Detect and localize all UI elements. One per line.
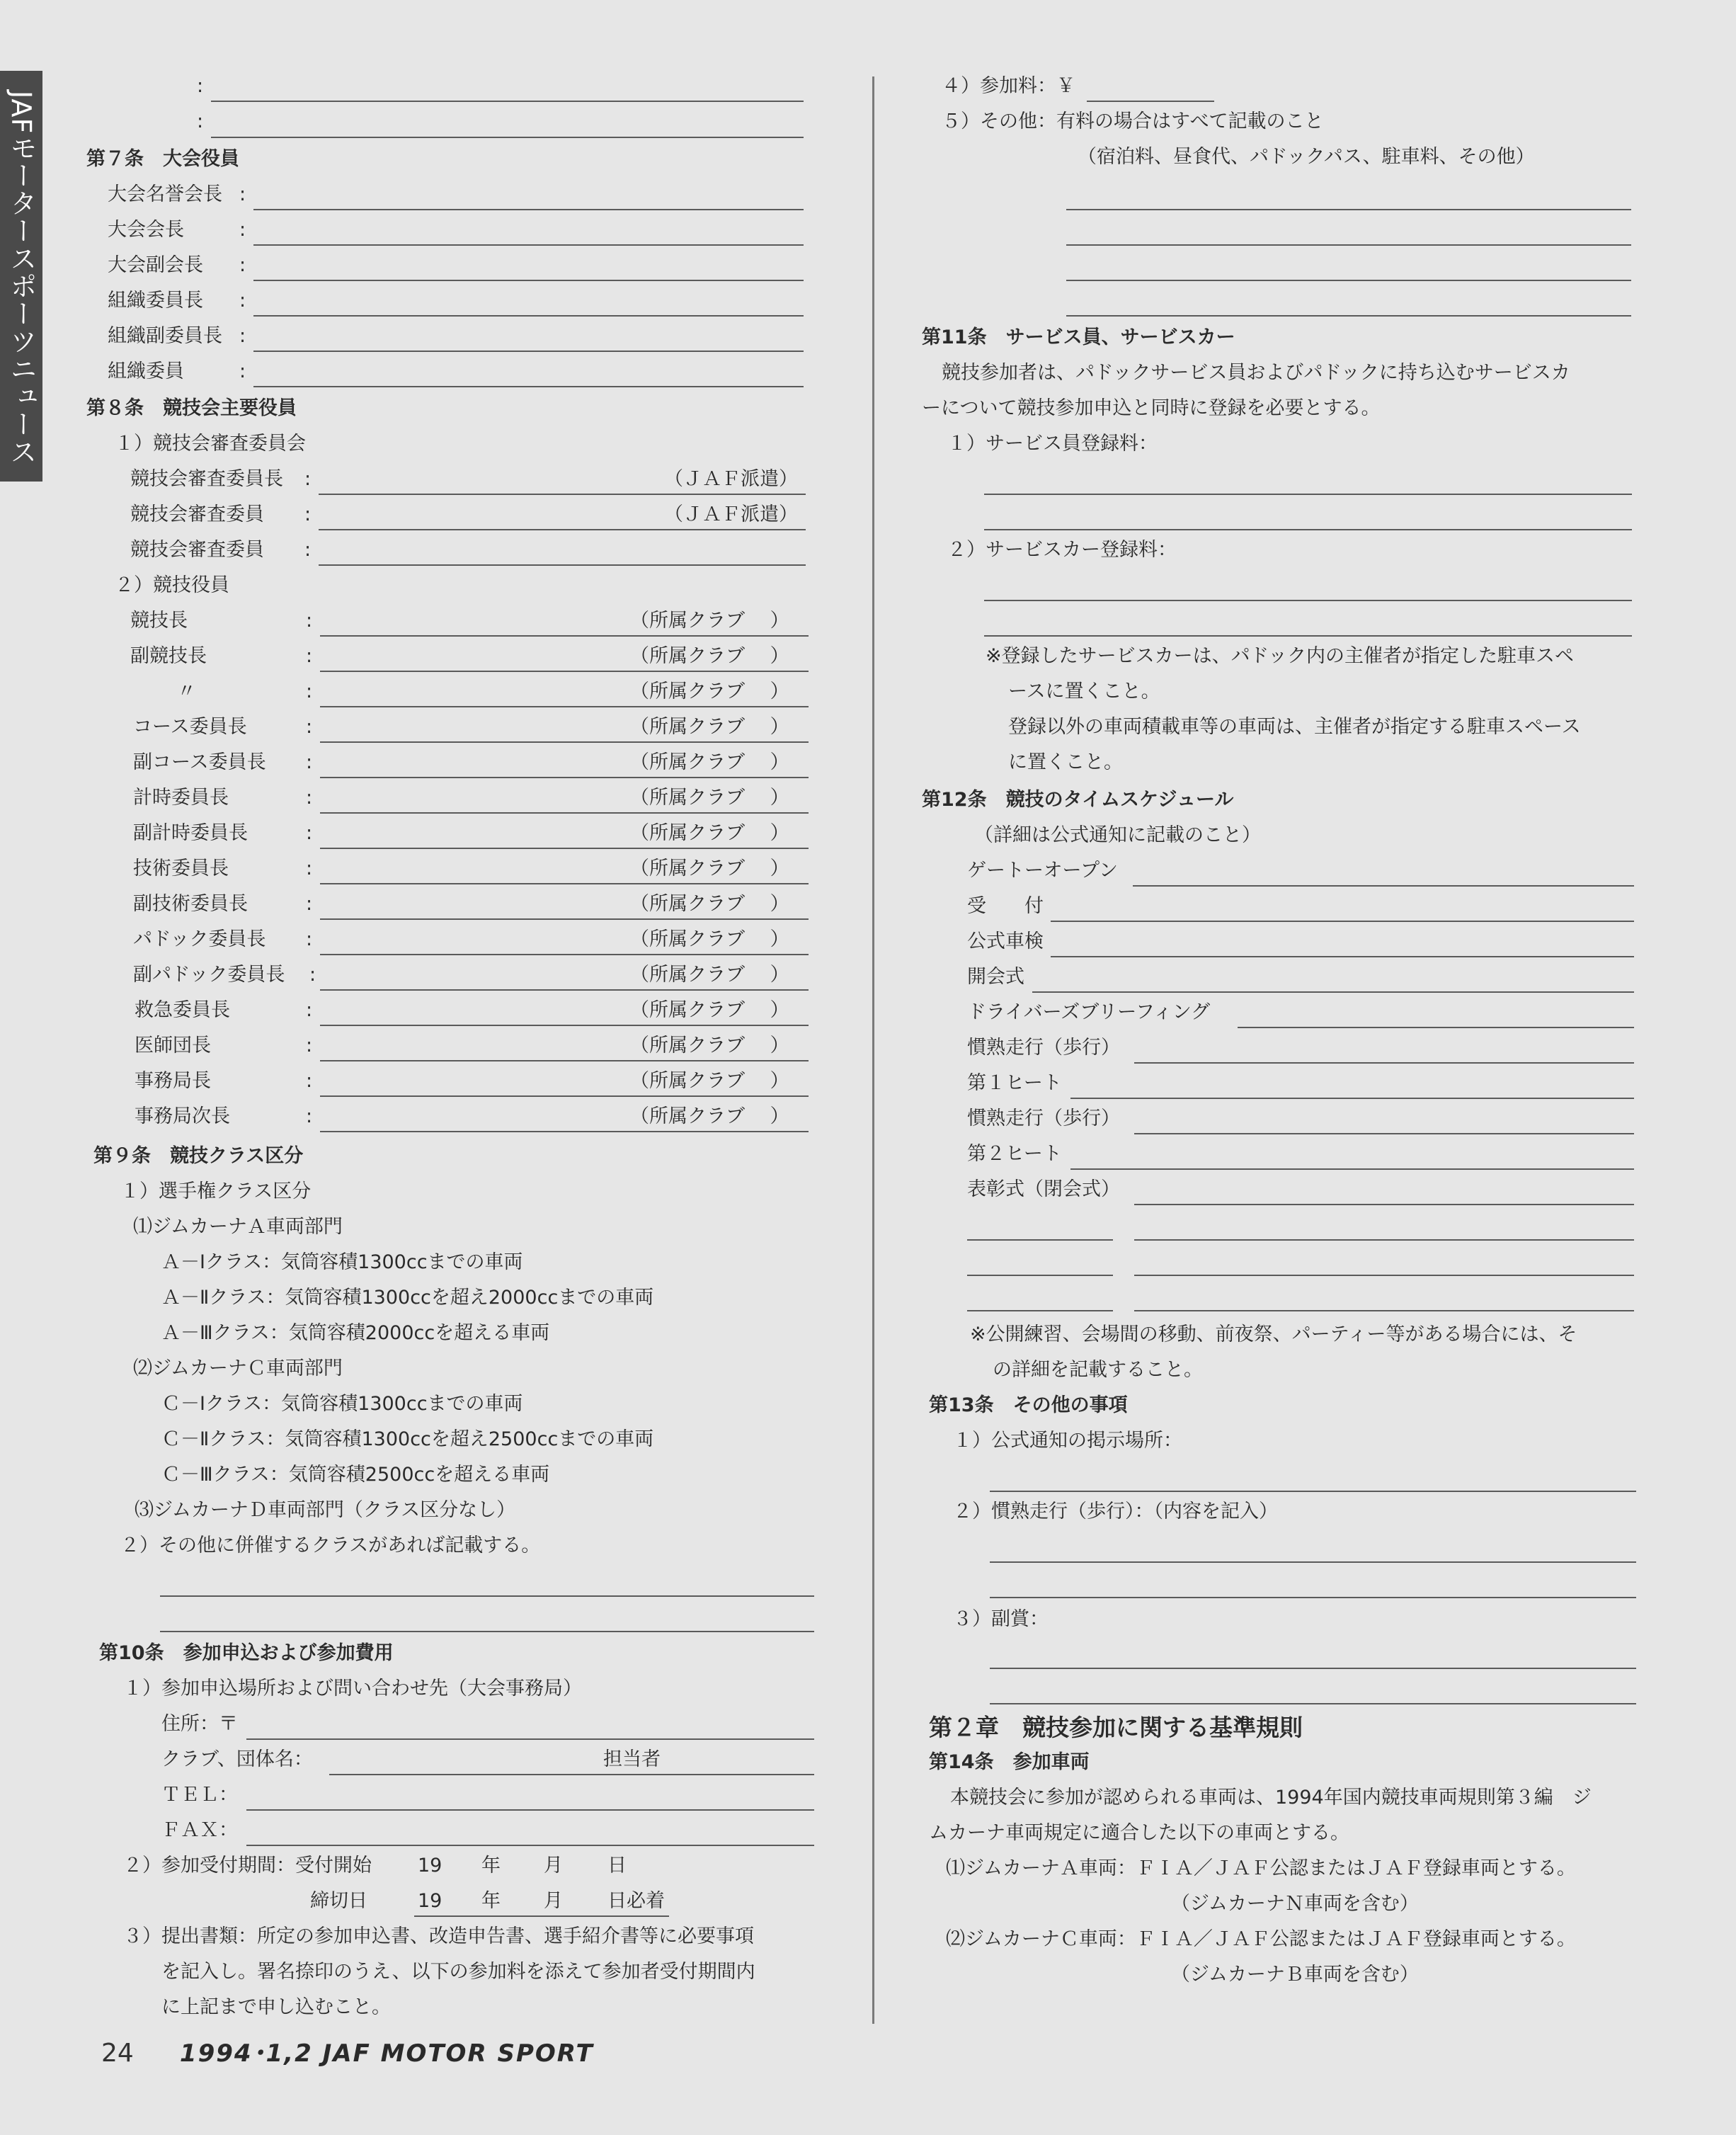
note-line: ※登録したサービスカーは、パドック内の主催者が指定した駐車スペ bbox=[986, 645, 1575, 667]
jaf-suffix: （ＪＡＦ派遣） bbox=[664, 468, 798, 490]
officer-label: 大会名誉会長 bbox=[108, 183, 222, 205]
schedule-item: ゲートーオープン bbox=[967, 860, 1119, 882]
fax-line bbox=[246, 1845, 814, 1846]
schedule-item: 第１ヒート bbox=[967, 1072, 1062, 1094]
blank-line bbox=[967, 1310, 1113, 1311]
blank-line bbox=[160, 1631, 814, 1632]
other-note: （宿泊料、昼食代、パドックパス、駐車料、その他） bbox=[1078, 146, 1535, 168]
schedule-item: 表彰式（閉会式） bbox=[967, 1178, 1120, 1200]
jaf-suffix: （ＪＡＦ派遣） bbox=[664, 503, 798, 525]
class-line: ⑶ジムカーナＤ車両部門（クラス区分なし） bbox=[135, 1499, 516, 1521]
note-line: ※公開練習、会場間の移動、前夜祭、パーティー等がある場合には、そ bbox=[970, 1323, 1577, 1345]
club-suffix: （所属クラブ ） bbox=[630, 1070, 789, 1092]
blank-line bbox=[967, 1239, 1113, 1241]
class-line: Ａ－Ⅲクラス：気筒容積2000ccを超える車両 bbox=[161, 1322, 550, 1344]
club-suffix: （所属クラブ ） bbox=[630, 645, 789, 667]
article-9-title: 第９条 競技クラス区分 bbox=[93, 1145, 304, 1167]
club-suffix: （所属クラブ ） bbox=[630, 928, 789, 950]
judge-label: 競技会審査委員 bbox=[130, 503, 264, 525]
docs-line: ３）提出書類：所定の参加申込書、改造申告書、選手紹介書等に必要事項 bbox=[123, 1925, 754, 1947]
deadline-line bbox=[414, 1915, 669, 1917]
blank-line bbox=[253, 209, 804, 210]
address-line bbox=[246, 1738, 814, 1740]
class-line: １）選手権クラス区分 bbox=[120, 1180, 312, 1202]
blank-line bbox=[1066, 315, 1631, 317]
blank-line bbox=[990, 1703, 1636, 1704]
note-line: ースに置くこと。 bbox=[1008, 681, 1160, 702]
body-line: 本競技会に参加が認められる車両は、1994年国内競技車両規則第３編 ジ bbox=[950, 1787, 1592, 1809]
vehicle-note: （ジムカーナＢ車両を含む） bbox=[1171, 1964, 1419, 1986]
blank-line bbox=[984, 635, 1632, 637]
contact-label: 担当者 bbox=[603, 1748, 661, 1770]
article-8-sub1: １）競技会審査委員会 bbox=[115, 433, 306, 455]
article-11-title: 第11条 サービス員、サービスカー bbox=[922, 326, 1235, 348]
official-label: 副計時委員長 bbox=[133, 822, 248, 844]
official-label: 医師団長 bbox=[135, 1035, 211, 1057]
club-suffix: （所属クラブ ） bbox=[630, 681, 789, 702]
tel-label: ＴＥＬ： bbox=[161, 1784, 238, 1806]
address-label: 住所：〒 bbox=[161, 1713, 238, 1735]
official-label: 副コース委員長 bbox=[133, 751, 266, 773]
article-7-title: 第７条 大会役員 bbox=[86, 148, 239, 170]
club-suffix: （所属クラブ ） bbox=[630, 716, 789, 738]
schedule-item: 公式車検 bbox=[967, 930, 1044, 952]
official-label: 副パドック委員長 bbox=[133, 964, 285, 986]
blank-line bbox=[990, 1668, 1636, 1669]
article-10-title: 第10条 参加申込および参加費用 bbox=[99, 1642, 394, 1664]
body-line: ーについて競技参加申込と同時に登録を必要とする。 bbox=[922, 397, 1381, 419]
fee-label: ４）参加料：￥ bbox=[942, 75, 1075, 97]
club-suffix: （所属クラブ ） bbox=[630, 822, 789, 844]
tel-line bbox=[246, 1809, 814, 1811]
officer-label: 大会副会長 bbox=[108, 254, 203, 276]
club-suffix: （所属クラブ ） bbox=[630, 1035, 789, 1057]
vehicle-note: （ジムカーナＮ車両を含む） bbox=[1171, 1893, 1419, 1915]
blank-line bbox=[984, 494, 1632, 495]
official-label: 副技術委員長 bbox=[133, 893, 248, 915]
schedule-item: 慣熟走行（歩行） bbox=[967, 1108, 1120, 1129]
officer-label: 大会会長 bbox=[108, 219, 184, 241]
colon: : bbox=[197, 110, 204, 132]
deadline-label: 締切日 bbox=[310, 1890, 367, 1912]
judge-label: 競技会審査委員長 bbox=[130, 468, 283, 490]
schedule-item: 開会式 bbox=[967, 966, 1024, 988]
club-suffix: （所属クラブ ） bbox=[630, 893, 789, 915]
article-13-sub2: ２）慣熟走行（歩行）：（内容を記入） bbox=[953, 1501, 1278, 1522]
class-line: Ａ－Ⅰクラス：気筒容積1300ccまでの車両 bbox=[161, 1251, 523, 1273]
period-label: ２）参加受付期間：受付開始 bbox=[123, 1855, 372, 1877]
club-suffix: （所属クラブ ） bbox=[630, 610, 789, 632]
schedule-item: 受 付 bbox=[967, 895, 1044, 917]
article-13-sub1: １）公式通知の掲示場所： bbox=[953, 1430, 1182, 1452]
official-label: 事務局次長 bbox=[135, 1105, 230, 1127]
blank-line bbox=[1066, 244, 1631, 246]
blank-line bbox=[990, 1561, 1636, 1563]
vehicle-line: ⑴ジムカーナＡ車両：ＦＩＡ／ＪＡＦ公認またはＪＡＦ登録車両とする。 bbox=[946, 1857, 1576, 1879]
club-suffix: （所属クラブ ） bbox=[630, 787, 789, 809]
column-divider bbox=[872, 76, 874, 2024]
page-footer bbox=[101, 2034, 594, 2073]
vehicle-line: ⑵ジムカーナＣ車両：ＦＩＡ／ＪＡＦ公認またはＪＡＦ登録車両とする。 bbox=[946, 1928, 1576, 1950]
blank-line bbox=[984, 529, 1632, 530]
official-label: 〃 bbox=[177, 681, 196, 702]
club-suffix: （所属クラブ ） bbox=[630, 999, 789, 1021]
page-number: 24 bbox=[101, 2039, 134, 2068]
class-line: Ａ－Ⅱクラス：気筒容積1300ccを超え2000ccまでの車両 bbox=[161, 1287, 654, 1309]
official-label: 計時委員長 bbox=[133, 787, 229, 809]
blank-line bbox=[967, 1275, 1113, 1276]
body-line: ムカーナ車両規定に適合した以下の車両とする。 bbox=[929, 1822, 1349, 1844]
blank-line bbox=[990, 1597, 1636, 1598]
blank-line bbox=[253, 386, 804, 387]
judge-label: 競技会審査委員 bbox=[130, 539, 264, 561]
blank-line bbox=[253, 244, 804, 246]
fee-line bbox=[1087, 101, 1214, 102]
blank-line bbox=[211, 101, 804, 102]
schedule-item: 慣熟走行（歩行） bbox=[967, 1037, 1120, 1059]
schedule-note: （詳細は公式通知に記載のこと） bbox=[974, 824, 1261, 846]
blank-line bbox=[253, 280, 804, 281]
docs-line: に上記まで申し込むこと。 bbox=[161, 1996, 391, 2018]
blank-line bbox=[990, 1491, 1636, 1492]
article-13-title: 第13条 その他の事項 bbox=[929, 1394, 1128, 1416]
class-line: Ｃ－Ⅲクラス：気筒容積2500ccを超える車両 bbox=[161, 1464, 550, 1486]
body-line: 競技参加者は、パドックサービス員およびパドックに持ち込むサービスカ bbox=[942, 362, 1570, 384]
colon: : bbox=[197, 75, 204, 97]
blank-line bbox=[160, 1595, 814, 1597]
club-suffix: （所属クラブ ） bbox=[630, 751, 789, 773]
class-line: ⑴ジムカーナＡ車両部門 bbox=[133, 1216, 343, 1238]
blank-line bbox=[984, 600, 1632, 601]
article-8-title: 第８条 競技会主要役員 bbox=[86, 397, 297, 419]
blank-line bbox=[319, 564, 806, 566]
officer-label: 組織委員長 bbox=[108, 290, 203, 312]
magazine-title: 1994･1,2 JAF MOTOR SPORT bbox=[179, 2039, 594, 2068]
schedule-item: ドライバーズブリーフィング bbox=[967, 1001, 1211, 1023]
article-13-sub3: ３）副賞： bbox=[953, 1608, 1049, 1630]
official-label: 事務局長 bbox=[135, 1070, 211, 1092]
side-tab: JAFモータースポーツニュース bbox=[0, 71, 42, 482]
note-line: 登録以外の車両積載車等の車両は、主催者が指定する駐車スペース bbox=[1008, 716, 1581, 738]
class-line: Ｃ－Ⅱクラス：気筒容積1300ccを超え2500ccまでの車両 bbox=[161, 1428, 654, 1450]
other-label: ５）その他：有料の場合はすべて記載のこと bbox=[942, 110, 1324, 132]
official-label: 競技長 bbox=[130, 610, 188, 632]
service-staff-fee: １）サービス員登録料： bbox=[947, 433, 1158, 455]
class-line: Ｃ－Ⅰクラス：気筒容積1300ccまでの車両 bbox=[161, 1393, 523, 1415]
blank-line bbox=[253, 315, 804, 317]
club-label: クラブ、団体名： bbox=[161, 1748, 313, 1770]
official-label: 技術委員長 bbox=[133, 858, 229, 879]
article-8-sub2: ２）競技役員 bbox=[115, 574, 229, 596]
class-line: ２）その他に併催するクラスがあれば記載する。 bbox=[120, 1535, 541, 1556]
docs-line: を記入し。署名捺印のうえ、以下の参加料を添えて参加者受付期間内 bbox=[161, 1961, 755, 1983]
class-line: ⑵ジムカーナＣ車両部門 bbox=[133, 1357, 343, 1379]
article-10-sub1: １）参加申込場所および問い合わせ先（大会事務局） bbox=[123, 1678, 582, 1700]
article-12-title: 第12条 競技のタイムスケジュール bbox=[922, 789, 1234, 811]
service-car-fee: ２）サービスカー登録料： bbox=[947, 539, 1177, 561]
club-line bbox=[329, 1774, 814, 1775]
article-14-title: 第14条 参加車両 bbox=[929, 1751, 1090, 1773]
official-label: 副競技長 bbox=[130, 645, 207, 667]
official-label: パドック委員長 bbox=[133, 928, 266, 950]
official-label: 救急委員長 bbox=[135, 999, 230, 1021]
official-label: コース委員長 bbox=[133, 716, 247, 738]
officer-label: 組織委員 bbox=[108, 360, 184, 382]
blank-line bbox=[211, 137, 804, 138]
fax-label: ＦＡＸ： bbox=[161, 1819, 238, 1841]
note-line: の詳細を記載すること。 bbox=[993, 1359, 1203, 1381]
note-line: に置くこと。 bbox=[1008, 751, 1123, 773]
chapter-2-heading: 第２章 競技参加に関する基準規則 bbox=[929, 1714, 1303, 1741]
blank-line bbox=[1066, 280, 1631, 281]
blank-line bbox=[1066, 209, 1631, 210]
blank-line bbox=[253, 351, 804, 352]
club-suffix: （所属クラブ ） bbox=[630, 858, 789, 879]
club-suffix: （所属クラブ ） bbox=[630, 964, 789, 986]
club-suffix: （所属クラブ ） bbox=[630, 1105, 789, 1127]
officer-label: 組織副委員長 bbox=[108, 325, 222, 347]
schedule-item: 第２ヒート bbox=[967, 1143, 1062, 1165]
